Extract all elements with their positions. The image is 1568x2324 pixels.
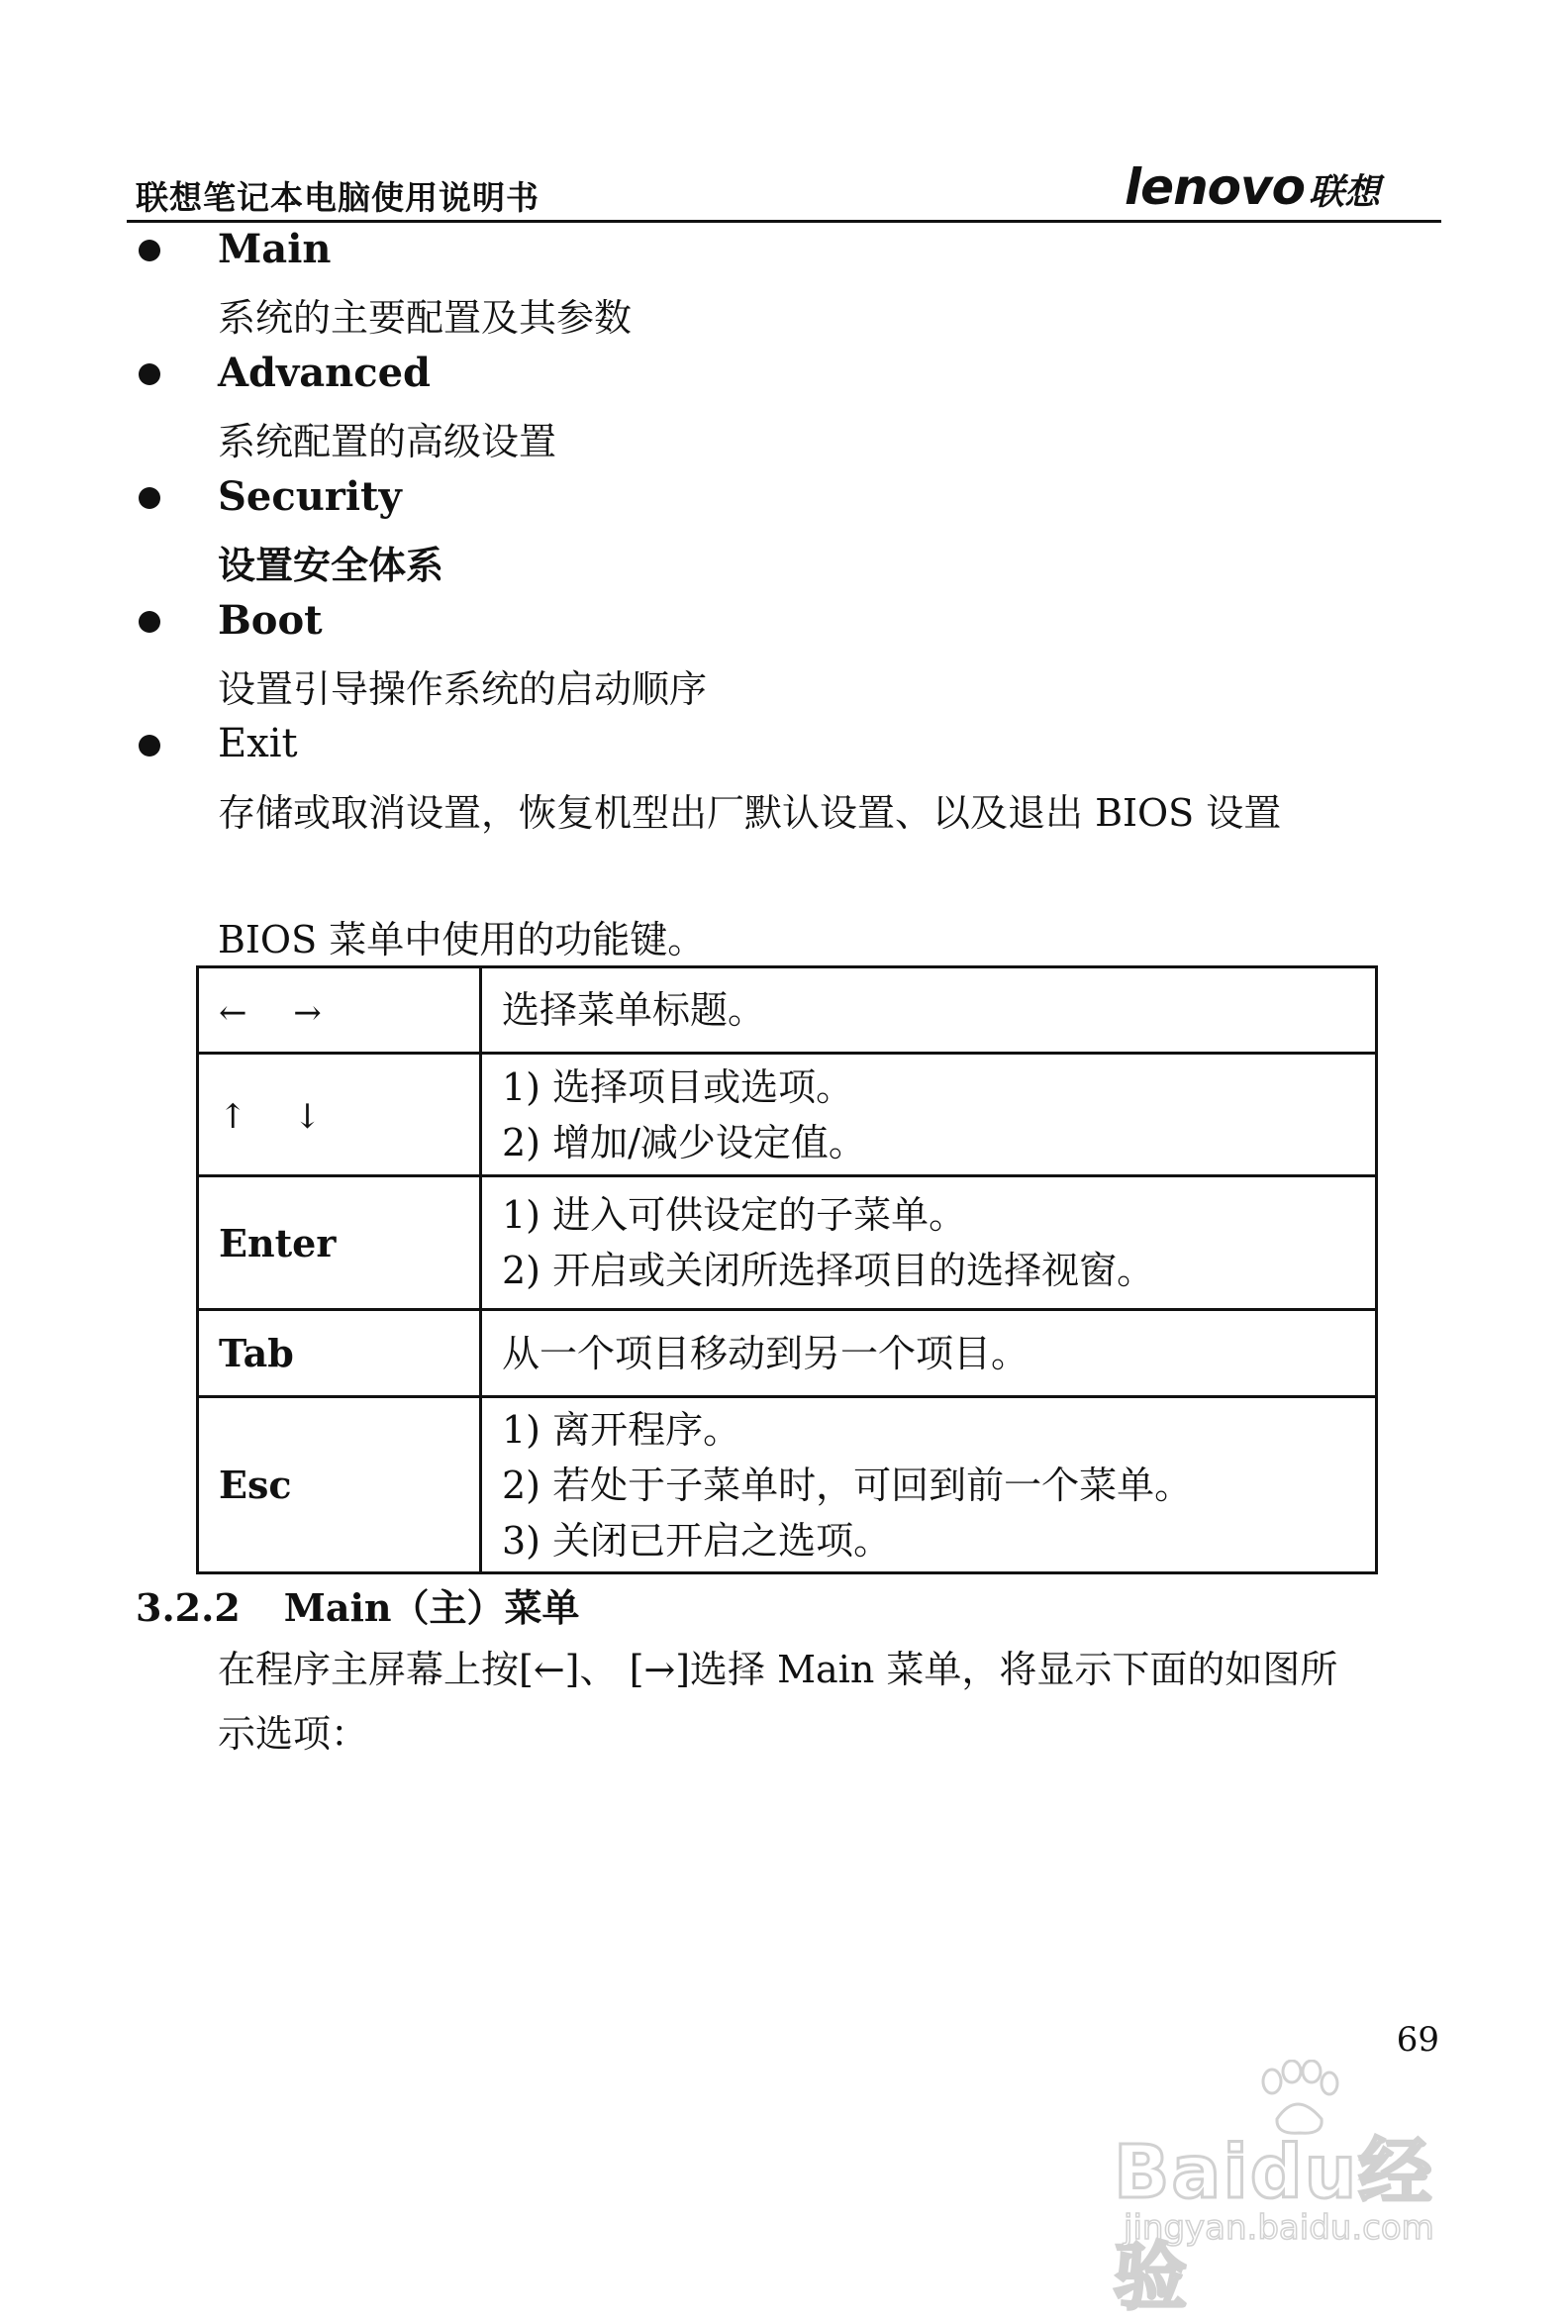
desc-cell: [481, 1054, 1377, 1176]
key-cell: Esc: [198, 1397, 481, 1573]
lenovo-logo: [1125, 158, 1380, 216]
baidu-watermark: [1104, 2060, 1480, 2320]
desc-line: 2) 开启或关闭所选择项目的选择视窗。: [502, 1249, 1155, 1292]
key-cell: Tab: [198, 1310, 481, 1397]
bullet-icon: [139, 735, 160, 757]
desc-line: 2) 增加/减少设定值。: [502, 1120, 866, 1164]
bullet-icon: [139, 363, 160, 385]
desc-line: 选择菜单标题。: [502, 988, 766, 1032]
section-body-line: 示选项：: [218, 1712, 369, 1756]
section-number: 3.2.2: [136, 1585, 241, 1630]
bullet-icon: [139, 240, 160, 261]
desc-line: 3) 关闭已开启之选项。: [502, 1518, 892, 1563]
table-row: [198, 1176, 1377, 1310]
menu-item-desc: 设置安全体系: [218, 544, 444, 587]
keys-intro: BIOS 菜单中使用的功能键。: [218, 918, 706, 961]
bullet-icon: [139, 487, 160, 509]
logo-word: lenovo: [1125, 158, 1305, 216]
header-divider: [127, 220, 1441, 223]
page-number: 69: [1396, 2020, 1439, 2060]
key-cell: Enter: [198, 1176, 481, 1310]
left-right-arrow-icon: ← →: [219, 992, 340, 1033]
desc-line: 从一个项目移动到另一个项目。: [502, 1331, 1029, 1375]
menu-item-desc: 存储或取消设置，恢复机型出厂默认设置、以及退出 BIOS 设置: [218, 791, 1282, 835]
table-row: [198, 1054, 1377, 1176]
desc-line: 1) 进入可供设定的子菜单。: [502, 1193, 967, 1237]
key-cell: [198, 1054, 481, 1176]
key-cell: [198, 967, 481, 1054]
desc-line: 2) 若处于子菜单时，可回到前一个菜单。: [502, 1463, 1193, 1507]
desc-line: 1) 选择项目或选项。: [502, 1064, 854, 1109]
up-down-arrow-icon: ↑ ↓: [219, 1097, 340, 1137]
table-row: [198, 967, 1377, 1054]
menu-item-title: Exit: [218, 721, 298, 766]
watermark-url: jingyan.baidu.com: [1124, 2208, 1434, 2248]
menu-item-title: Main: [218, 226, 332, 272]
menu-item-desc: 系统的主要配置及其参数: [218, 296, 633, 340]
desc-cell: [481, 1176, 1377, 1310]
function-keys-table: [196, 965, 1378, 1574]
desc-cell: [481, 1310, 1377, 1397]
desc-line: 1) 离开程序。: [502, 1407, 741, 1452]
document-title: 联想笔记本电脑使用说明书: [136, 178, 539, 217]
table-row: [198, 1397, 1377, 1573]
logo-chinese: 联想: [1308, 172, 1380, 213]
section-heading: [136, 1577, 580, 1632]
watermark-brand: Baidu经验: [1114, 2130, 1434, 2320]
desc-cell: [481, 967, 1377, 1054]
menu-item-title: Boot: [218, 597, 323, 644]
section-title: Main（主）菜单: [283, 1585, 580, 1630]
section-body-line: 在程序主屏幕上按[←]、 [→]选择 Main 菜单，将显示下面的如图所: [218, 1648, 1338, 1691]
bullet-icon: [139, 611, 160, 633]
table-row: [198, 1310, 1377, 1397]
menu-item-desc: 设置引导操作系统的启动顺序: [218, 667, 708, 711]
menu-item-title: Security: [218, 473, 402, 520]
menu-item-desc: 系统配置的高级设置: [218, 420, 557, 463]
desc-cell: [481, 1397, 1377, 1573]
menu-item-title: Advanced: [218, 350, 432, 396]
